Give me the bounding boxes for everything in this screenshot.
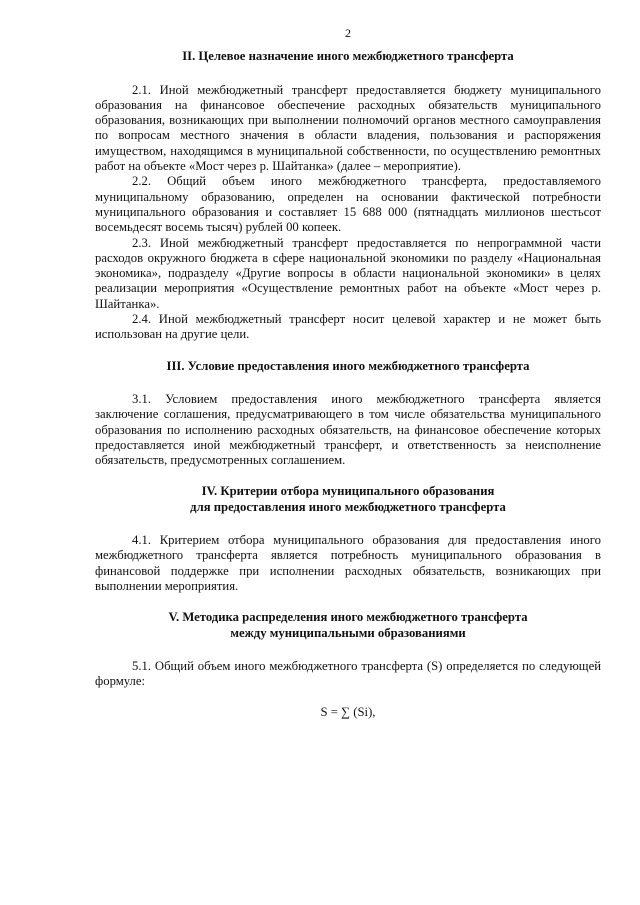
spacer <box>95 689 601 705</box>
section-5-heading-line-1: V. Методика распределения иного межбюджетного трансферта <box>168 610 528 625</box>
section-2-heading: II. Целевое назначение иного межбюджетного трансферта <box>182 49 514 64</box>
spacer <box>95 515 601 533</box>
paragraph-2-2: 2.2. Общий объем иного межбюджетного трансферта, предоставляемого муниципальному образованию, определен на основании фактической потребности муниципального образования и составляет 15 688 000 (пятнадцать миллионов шестьсот восемьдесят восемь тысяч) рублей 00 копеек. <box>95 174 601 235</box>
paragraph-3-1: 3.1. Условием предоставления иного межбюджетного трансферта является заключение соглашения, предусматривающего в том числе обязательства муниципального образования по исполнению расходных обязательств, на финансовое обеспечение которых предоставляется иной межбюджетный трансферт, и ответственность за неисполнение обязательств, предусмотренных соглашением. <box>95 391 601 468</box>
section-5-heading-line-2: между муниципальными образованиями <box>230 625 466 640</box>
spacer <box>95 343 601 359</box>
paragraph-2-4: 2.4. Иной межбюджетный трансферт носит целевой характер и не может быть использован на другие цели. <box>95 312 601 342</box>
section-4-heading-line-2: для предоставления иного межбюджетного трансферта <box>190 499 506 514</box>
paragraph-5-1: 5.1. Общий объем иного межбюджетного трансферта (S) определяется по следующей формуле: <box>95 658 601 689</box>
page-number: 2 <box>345 26 351 40</box>
spacer <box>95 374 601 392</box>
spacer <box>95 468 601 484</box>
section-4-heading-line-1: IV. Критерии отбора муниципального образования <box>201 484 495 499</box>
formula: S = ∑ (Si), <box>320 705 376 720</box>
document-page <box>95 26 601 721</box>
spacer <box>95 594 601 610</box>
paragraph-4-1: 4.1. Критерием отбора муниципального образования для предоставления иного межбюджетного трансферта является потребность муниципального образования в финансовой поддержке при исполнении расходных обязательств, возникающих при выполнении мероприятия. <box>95 533 601 593</box>
spacer <box>95 65 601 83</box>
paragraph-2-3: 2.3. Иной межбюджетный трансферт предоставляется по непрограммной части расходов окружного бюджета в сфере национальной экономики по разделу «Национальная экономика», подразделу «Другие вопросы в области национальной экономики» в целях реализации мероприятия «Осуществление ремонтных работ на объекте «Мост через р. Шайтанка». <box>95 235 601 311</box>
paragraph-2-1: 2.1. Иной межбюджетный трансферт предоставляется бюджету муниципального образования на финансовое обеспечение расходных обязательств муниципального образования, возникающих при выполнении полномочий органов местного самоуправления по вопросам местного значения в области владения, пользования и распоряжения имуществом, находящимся в муниципальной собственности, по осуществлению ремонтных работ на объекте «Мост через р. Шайтанка» (далее – мероприятие). <box>95 82 601 174</box>
section-3-heading: III. Условие предоставления иного межбюджетного трансферта <box>166 358 530 373</box>
spacer <box>95 641 601 659</box>
